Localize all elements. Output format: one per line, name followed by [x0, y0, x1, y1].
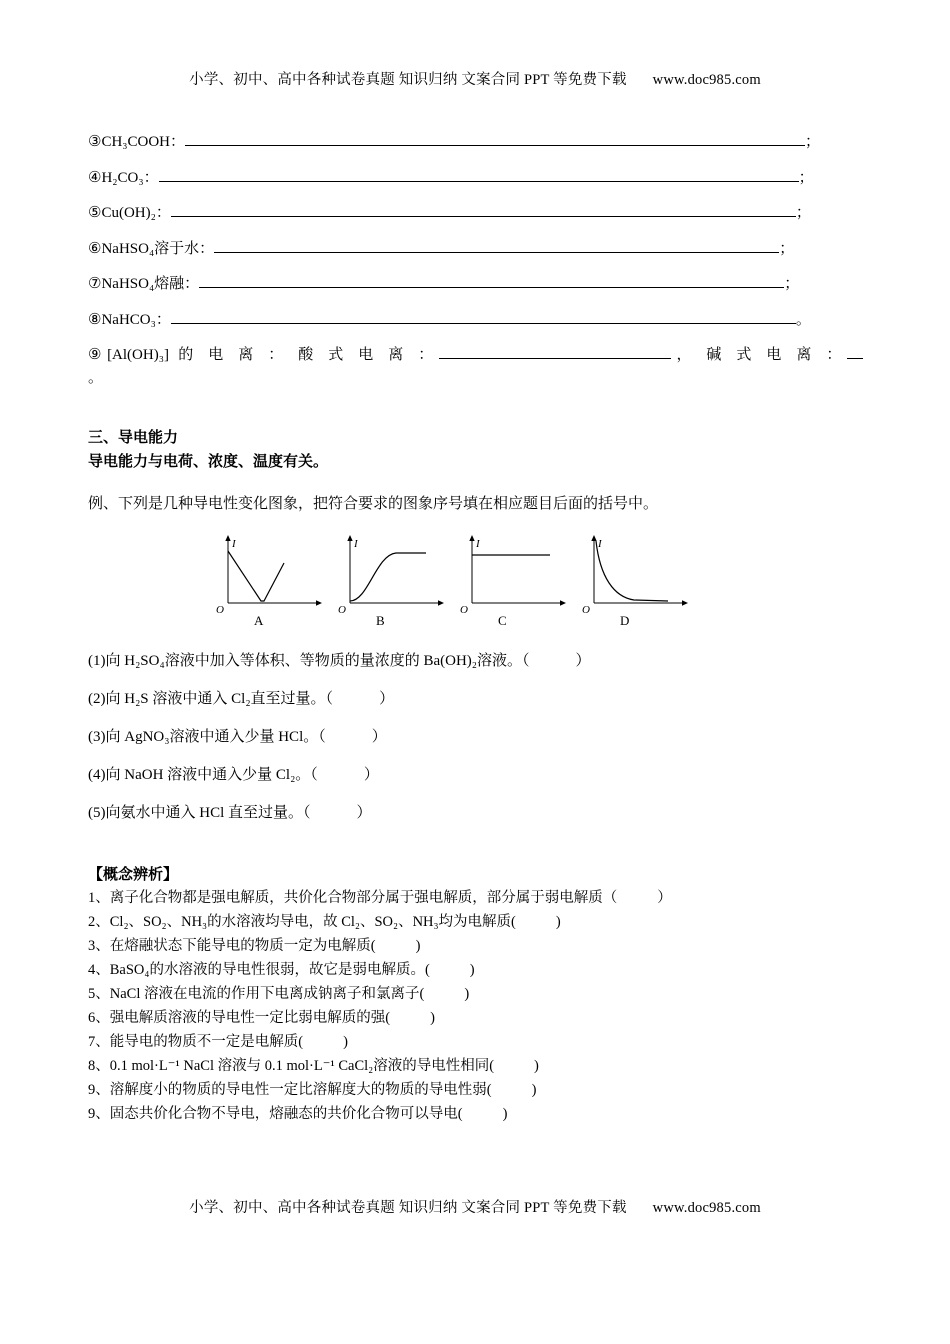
- concept-close-paren: ): [531, 1082, 537, 1098]
- graph-d-svg: [572, 531, 690, 627]
- svg-text:O: O: [582, 604, 590, 616]
- section-title: 三、导电能力: [88, 430, 179, 446]
- concept-close-paren: ): [469, 962, 475, 978]
- concept-item: [88, 934, 863, 958]
- ionization-item-8: [88, 310, 863, 330]
- concept-text: 1、离子化合物都是强电解质，共价化合物部分属于强电解质，部分属于弱电解质（: [88, 890, 618, 906]
- concept-item: [88, 1030, 863, 1054]
- item-4-punct: ；: [798, 169, 814, 186]
- concept-close-paren: ): [464, 986, 470, 1002]
- item-5-blank: [171, 203, 796, 217]
- ionization-item-5: [88, 203, 863, 223]
- item-6-label: ⑥NaHSO₄溶于水：: [88, 240, 215, 257]
- question-text: 向 H₂SO₄溶液中加入等体积、等物质的量浓度的 Ba(OH)₂溶液。（: [105, 653, 530, 669]
- question-text: 向 H₂S 溶液中通入 Cl₂直至过量。（: [105, 691, 334, 707]
- concept-text: 9、溶解度小的物质的导电性一定比溶解度大的物质的导电性弱(: [88, 1082, 492, 1098]
- ionization-item-7: [88, 274, 863, 294]
- page-header: [0, 68, 950, 89]
- question-number: (3): [88, 729, 106, 745]
- question-close-paren: ）: [379, 691, 395, 707]
- question-item: [88, 803, 863, 824]
- item-6-punct: ；: [779, 240, 795, 257]
- question-item: [88, 689, 863, 710]
- question-text: 向氨水中通入 HCl 直至过量。（: [105, 805, 311, 821]
- svg-text:I: I: [476, 538, 480, 550]
- header-text: 小学、初中、高中各种试卷真题 知识归纳 文案合同 PPT 等免费下载: [189, 72, 627, 88]
- concept-item: [88, 910, 863, 934]
- question-close-paren: ）: [356, 805, 372, 821]
- svg-text:I: I: [232, 538, 236, 550]
- concept-item: [88, 886, 863, 910]
- ionization-item-6: [88, 239, 863, 259]
- item-5-label: ⑤Cu(OH)₂：: [88, 205, 171, 221]
- header-url: www.doc985.com: [652, 72, 761, 88]
- ionization-item-4: [88, 168, 863, 188]
- footer-url: www.doc985.com: [652, 1200, 761, 1216]
- item-3-punct: ；: [805, 134, 821, 150]
- question-number: (1): [88, 653, 106, 669]
- item-7-blank: [199, 274, 784, 288]
- item-9-blank-basic: [847, 345, 863, 359]
- item-3-label: ③CH₃COOH：: [88, 134, 186, 150]
- example-prompt: 例、下列是几种导电性变化图象，把符合要求的图象序号填在相应题目后面的括号中。: [88, 496, 659, 512]
- question-number: (5): [88, 805, 106, 821]
- item-3-blank: [185, 132, 805, 146]
- graph-a: [206, 531, 324, 627]
- item-9-blank-acidic: [439, 345, 671, 359]
- question-close-paren: ）: [371, 729, 387, 745]
- section-subtitle: 导电能力与电荷、浓度、温度有关。: [88, 454, 329, 470]
- svg-text:O: O: [216, 604, 224, 616]
- graph-c-svg: [450, 531, 568, 627]
- ionization-blank-list: [88, 132, 863, 330]
- concept-list: [88, 886, 863, 1126]
- item-4-blank: [159, 168, 799, 182]
- question-number: (2): [88, 691, 106, 707]
- concept-item: [88, 958, 863, 982]
- concept-text: 8、0.1 mol·L⁻¹ NaCl 溶液与 0.1 mol·L⁻¹ CaCl₂溶液的导电性相同(: [88, 1058, 495, 1074]
- graph-a-label: A: [254, 613, 264, 628]
- svg-text:I: I: [598, 538, 602, 550]
- question-text: 向 AgNO₃溶液中通入少量 HCl。（: [105, 729, 326, 745]
- concept-text: 4、BaSO₄的水溶液的导电性很弱，故它是弱电解质。(: [88, 962, 430, 978]
- concept-close-paren: ): [502, 1106, 508, 1122]
- graph-c: [450, 531, 568, 627]
- graph-d: [572, 531, 690, 627]
- graph-figure-row: [88, 531, 863, 627]
- question-list: [88, 651, 863, 824]
- question-close-paren: ）: [575, 653, 591, 669]
- svg-text:O: O: [460, 604, 468, 616]
- graph-a-svg: [206, 531, 324, 627]
- concept-item: [88, 1054, 863, 1078]
- question-number: (4): [88, 767, 106, 783]
- concept-section-title: 【概念辨析】: [88, 867, 179, 883]
- item-8-punct: 。: [795, 311, 811, 328]
- question-text: 向 NaOH 溶液中通入少量 Cl₂。（: [105, 767, 318, 783]
- footer-text: 小学、初中、高中各种试卷真题 知识归纳 文案合同 PPT 等免费下载: [189, 1200, 627, 1216]
- concept-close-paren: ): [343, 1034, 348, 1050]
- svg-text:O: O: [338, 604, 346, 616]
- concept-item: [88, 982, 863, 1006]
- concept-text: 3、在熔融状态下能导电的物质一定为电解质(: [88, 938, 376, 954]
- item-6-blank: [214, 239, 779, 253]
- concept-item: [88, 1006, 863, 1030]
- item-4-label: ④H₂CO₃：: [88, 169, 159, 186]
- item-7-label: ⑦NaHSO₄熔融：: [88, 276, 200, 292]
- concept-text: 9、固态共价化合物不导电，熔融态的共价化合物可以导电(: [88, 1106, 463, 1122]
- concept-close-paren: ): [555, 914, 561, 930]
- concept-text: 2、Cl₂、SO₂、NH₃的水溶液均导电，故 Cl₂、SO₂、NH₃均为电解质(: [88, 914, 516, 930]
- question-close-paren: ）: [363, 767, 379, 783]
- question-item: [88, 727, 863, 748]
- item-5-punct: ；: [795, 205, 811, 221]
- concept-close-paren: ）: [657, 890, 672, 906]
- page-footer: [0, 1196, 950, 1217]
- concept-item: [88, 1078, 863, 1102]
- item-9-middle: ， 碱 式 电 离 ：: [670, 347, 847, 363]
- concept-close-paren: ): [534, 1058, 539, 1074]
- concept-text: 6、强电解质溶液的导电性一定比弱电解质的强(: [88, 1010, 391, 1026]
- concept-close-paren: ): [415, 938, 421, 954]
- question-item: [88, 651, 863, 672]
- concept-item: [88, 1102, 863, 1126]
- item-9-lead: ⑨[Al(OH)₃] 的 电 离 ： 酸 式 电 离 ：: [88, 347, 439, 363]
- graph-c-label: C: [498, 613, 507, 628]
- ionization-item-3: [88, 132, 863, 152]
- concept-text: 7、能导电的物质不一定是电解质(: [88, 1034, 304, 1050]
- item-8-label: ⑧NaHCO₃：: [88, 311, 171, 328]
- graph-b-svg: [328, 531, 446, 627]
- graph-b: [328, 531, 446, 627]
- ionization-item-9: [88, 345, 863, 366]
- concept-text: 5、NaCl 溶液在电流的作用下电离成钠离子和氯离子(: [88, 986, 425, 1002]
- item-8-blank: [171, 310, 796, 324]
- graph-d-label: D: [620, 613, 630, 628]
- question-item: [88, 765, 863, 786]
- svg-text:I: I: [354, 538, 358, 550]
- item-7-punct: ；: [784, 276, 800, 292]
- item-9-end: 。: [88, 370, 104, 386]
- concept-close-paren: ): [430, 1010, 435, 1026]
- document-content: [88, 132, 863, 1126]
- graph-b-label: B: [376, 613, 385, 628]
